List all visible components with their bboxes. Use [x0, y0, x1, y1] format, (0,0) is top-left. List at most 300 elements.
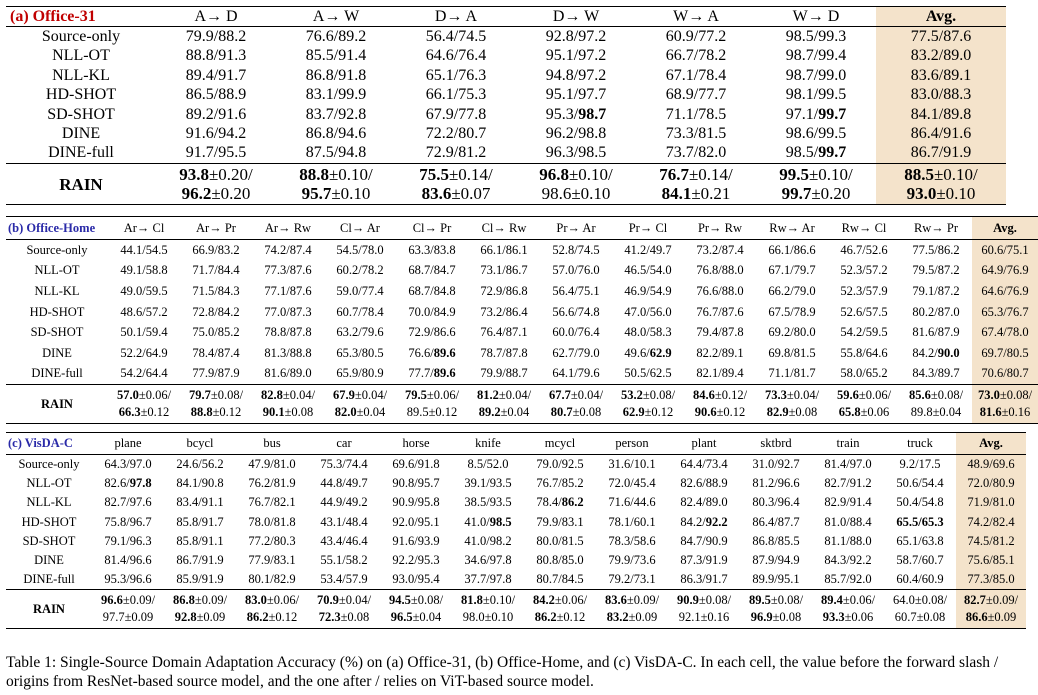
- cell-text: ±0.08/: [410, 593, 444, 608]
- cell-text: ±0.08/: [930, 388, 964, 403]
- cell-text: 48.9/69.6: [967, 457, 1015, 472]
- cell-text: 43.1/48.4: [320, 514, 368, 529]
- column-header: W→ D: [756, 7, 876, 27]
- cell-text: ±0.08/: [642, 388, 676, 403]
- cell-text: 65.9/80.9: [336, 366, 384, 381]
- result-cell: [876, 124, 1006, 143]
- result-cell: [452, 455, 524, 475]
- cell-text: ±0.08: [572, 405, 602, 420]
- cell-text: 64.6/76.9: [981, 283, 1029, 298]
- cell-text: 98.6±0.10: [541, 184, 611, 204]
- cell-text: 80.3/96.4: [752, 495, 800, 510]
- result-cell: [828, 302, 900, 323]
- rain-row: [6, 164, 1006, 205]
- rain-cell: [884, 590, 956, 629]
- result-cell: [668, 551, 740, 570]
- cell-text: 93.3: [822, 610, 845, 625]
- cell-text: 80.7/84.5: [536, 572, 584, 587]
- cell-text: 92.8/97.2: [545, 28, 607, 46]
- result-cell: [740, 532, 812, 551]
- cell-text: 85.9/91.9: [176, 572, 224, 587]
- table-row: [6, 302, 1038, 323]
- cell-text: 49.0/59.5: [120, 283, 168, 298]
- officehome-table: [6, 216, 1038, 424]
- cell-text: ±0.09: [196, 610, 226, 625]
- cell-text: 83.1/99.9: [305, 86, 367, 104]
- cell-text: 77.7/: [408, 366, 434, 381]
- cell-text: 47.9/81.0: [248, 457, 296, 472]
- cell-text: 76.2/81.9: [248, 476, 296, 491]
- cell-text: 76.7/82.1: [248, 495, 296, 510]
- cell-text: 81.4/96.6: [104, 553, 152, 568]
- cell-text: 87.5/94.8: [305, 144, 367, 162]
- result-cell: [156, 47, 276, 66]
- cell-text: ±0.09/: [194, 593, 228, 608]
- cell-text: 75.0/85.2: [192, 325, 240, 340]
- result-cell: [524, 513, 596, 532]
- result-cell: [164, 532, 236, 551]
- result-cell: [524, 493, 596, 512]
- table-row: [6, 105, 1006, 124]
- result-cell: [276, 66, 396, 85]
- result-cell: [324, 261, 396, 282]
- result-cell: [756, 281, 828, 302]
- cell-text: ±0.14/: [688, 165, 733, 185]
- cell-text: ±0.20: [811, 184, 851, 204]
- result-cell: [252, 281, 324, 302]
- cell-text: 86.2: [534, 610, 557, 625]
- cell-text: 90.9/95.8: [392, 495, 440, 510]
- cell-text: 66.9/83.2: [192, 242, 240, 257]
- cell-text: 76.6/: [408, 345, 434, 360]
- method-name: DINE: [42, 345, 72, 360]
- cell-text: ±0.04/: [354, 388, 388, 403]
- column-header: sktbrd: [740, 433, 812, 455]
- cell-text: 60.7±0.08: [894, 610, 946, 625]
- cell-text: 74.2/87.4: [264, 242, 312, 257]
- column-header: plant: [668, 433, 740, 455]
- result-cell: [596, 551, 668, 570]
- result-cell: [740, 551, 812, 570]
- result-cell: [380, 455, 452, 475]
- result-cell: [324, 302, 396, 323]
- column-header: A→ W: [276, 7, 396, 27]
- table-row: [6, 343, 1038, 364]
- cell-text: 46.9/54.9: [624, 283, 672, 298]
- cell-text: 78.8/87.8: [264, 325, 312, 340]
- cell-text: 49.1/58.8: [120, 263, 168, 278]
- cell-text: 52.8/74.5: [552, 242, 600, 257]
- result-cell: [684, 240, 756, 261]
- result-cell: [236, 474, 308, 493]
- result-cell: [516, 86, 636, 105]
- result-cell: [956, 532, 1026, 551]
- cell-text: 81.6: [979, 405, 1002, 420]
- column-header: A→ D: [156, 7, 276, 27]
- rain-cell: [92, 590, 164, 629]
- column-header: Avg.: [956, 433, 1026, 455]
- cell-text: 72.9/81.2: [425, 144, 487, 162]
- cell-text: 68.9/77.7: [665, 86, 727, 104]
- cell-text: 79.1/87.2: [912, 283, 960, 298]
- result-cell: [540, 322, 612, 343]
- column-header: Cl→ Pr: [396, 217, 468, 240]
- cell-text: 84.2: [532, 593, 555, 608]
- cell-text: ±0.08: [772, 610, 802, 625]
- result-cell: [308, 493, 380, 512]
- cell-text: 64.1/79.6: [552, 366, 600, 381]
- result-cell: [636, 144, 756, 164]
- result-cell: [540, 364, 612, 385]
- cell-text: 92.2: [705, 514, 728, 529]
- method-name: NLL-KL: [26, 495, 72, 510]
- result-cell: [468, 240, 540, 261]
- table-row: [6, 240, 1038, 261]
- result-cell: [156, 86, 276, 105]
- result-cell: [92, 551, 164, 570]
- result-cell: [900, 364, 972, 385]
- result-cell: [252, 322, 324, 343]
- cell-text: 69.8/81.5: [768, 345, 816, 360]
- cell-text: ±0.09: [628, 610, 658, 625]
- result-cell: [812, 474, 884, 493]
- result-cell: [684, 322, 756, 343]
- column-header: train: [812, 433, 884, 455]
- cell-text: 78.4/: [536, 495, 562, 510]
- result-cell: [812, 551, 884, 570]
- rain-cell: [596, 590, 668, 629]
- cell-text: 82.9: [766, 405, 789, 420]
- cell-text: 80.0/81.5: [536, 533, 584, 548]
- rain-cell: [972, 385, 1038, 424]
- result-cell: [828, 343, 900, 364]
- result-cell: [276, 124, 396, 143]
- result-cell: [396, 144, 516, 164]
- cell-text: 83.2/89.0: [910, 47, 972, 65]
- table-row: [6, 551, 1026, 570]
- cell-text: 99.7: [818, 105, 847, 123]
- result-cell: [164, 493, 236, 512]
- cell-text: 77.5/86.2: [912, 242, 960, 257]
- method-name: NLL-KL: [52, 66, 110, 84]
- result-cell: [812, 513, 884, 532]
- method-name: SD-SHOT: [30, 325, 84, 340]
- result-cell: [812, 493, 884, 512]
- cell-text: 37.7/97.8: [464, 572, 512, 587]
- cell-text: 89.6: [433, 366, 456, 381]
- cell-text: 86.4/87.7: [752, 514, 800, 529]
- cell-text: 70.9: [316, 593, 339, 608]
- table-row: [6, 532, 1026, 551]
- cell-text: 97.1/: [785, 105, 819, 123]
- cell-text: 68.7/84.8: [408, 283, 456, 298]
- result-cell: [596, 570, 668, 590]
- cell-text: 73.3/81.5: [665, 125, 727, 143]
- cell-text: 75.3/74.4: [320, 457, 368, 472]
- cell-text: 72.8/84.2: [192, 304, 240, 319]
- result-cell: [396, 281, 468, 302]
- result-cell: [396, 322, 468, 343]
- result-cell: [740, 513, 812, 532]
- result-cell: [972, 281, 1038, 302]
- cell-text: ±0.09: [987, 610, 1017, 625]
- cell-text: 86.8: [172, 593, 195, 608]
- result-cell: [900, 281, 972, 302]
- result-cell: [308, 474, 380, 493]
- cell-text: 98.5/99.3: [785, 28, 847, 46]
- cell-text: 52.2/64.9: [120, 345, 168, 360]
- result-cell: [900, 343, 972, 364]
- column-header: mcycl: [524, 433, 596, 455]
- cell-text: 59.0/77.4: [336, 283, 384, 298]
- rain-cell: [156, 164, 276, 205]
- result-cell: [180, 261, 252, 282]
- cell-text: ±0.14/: [448, 165, 493, 185]
- result-cell: [756, 302, 828, 323]
- method-name: RAIN: [6, 385, 108, 424]
- result-cell: [396, 66, 516, 85]
- result-cell: [324, 343, 396, 364]
- cell-text: 82.7: [963, 593, 986, 608]
- cell-text: 94.5: [388, 593, 411, 608]
- result-cell: [180, 322, 252, 343]
- cell-text: 89.9/95.1: [752, 572, 800, 587]
- result-cell: [956, 513, 1026, 532]
- cell-text: 88.8: [299, 165, 329, 185]
- result-cell: [540, 281, 612, 302]
- cell-text: 67.5/78.9: [768, 304, 816, 319]
- cell-text: 98.5/: [785, 144, 819, 162]
- cell-text: 60.2/78.2: [336, 263, 384, 278]
- cell-text: 96.5: [390, 610, 413, 625]
- result-cell: [180, 281, 252, 302]
- rain-cell: [452, 590, 524, 629]
- section-title: (c) VisDA-C: [6, 433, 92, 455]
- cell-text: 57.0/76.0: [552, 263, 600, 278]
- cell-text: ±0.09/: [626, 593, 660, 608]
- result-cell: [236, 493, 308, 512]
- cell-text: 81.0/88.4: [824, 514, 872, 529]
- cell-text: 96.3/98.5: [545, 144, 607, 162]
- cell-text: 56.4/74.5: [425, 28, 487, 46]
- result-cell: [596, 455, 668, 475]
- result-cell: [92, 570, 164, 590]
- result-cell: [180, 343, 252, 364]
- cell-text: 76.7: [659, 165, 689, 185]
- cell-text: 82.1/89.4: [696, 366, 744, 381]
- cell-text: 65.5/65.3: [896, 514, 944, 529]
- table-row: [6, 124, 1006, 143]
- result-cell: [180, 302, 252, 323]
- cell-text: ±0.10: [936, 184, 976, 204]
- cell-text: 59.6: [836, 388, 859, 403]
- cell-text: ±0.06/: [266, 593, 300, 608]
- cell-text: 84.1/90.8: [176, 476, 224, 491]
- result-cell: [468, 261, 540, 282]
- rain-cell: [684, 385, 756, 424]
- cell-text: 77.5/87.6: [910, 28, 972, 46]
- rain-cell: [380, 590, 452, 629]
- result-cell: [156, 27, 276, 47]
- result-cell: [756, 66, 876, 85]
- result-cell: [276, 105, 396, 124]
- result-cell: [252, 261, 324, 282]
- cell-text: 43.4/46.4: [320, 533, 368, 548]
- result-cell: [516, 144, 636, 164]
- cell-text: 82.8: [260, 388, 283, 403]
- result-cell: [236, 455, 308, 475]
- cell-text: 96.6: [100, 593, 123, 608]
- cell-text: ±0.04: [356, 405, 386, 420]
- result-cell: [164, 455, 236, 475]
- column-header: car: [308, 433, 380, 455]
- result-cell: [252, 240, 324, 261]
- method-name: HD-SHOT: [29, 304, 85, 319]
- cell-text: 83.6: [421, 184, 452, 204]
- cell-text: 84.3/92.2: [824, 553, 872, 568]
- cell-text: 89.4: [820, 593, 843, 608]
- result-cell: [468, 343, 540, 364]
- result-cell: [156, 105, 276, 124]
- result-cell: [956, 474, 1026, 493]
- result-cell: [636, 47, 756, 66]
- cell-text: 98.7/99.0: [785, 66, 847, 84]
- cell-text: 81.2/96.6: [752, 476, 800, 491]
- method-name: Source-only: [26, 242, 88, 257]
- result-cell: [108, 322, 180, 343]
- cell-text: 95.1/97.2: [545, 47, 607, 65]
- result-cell: [380, 513, 452, 532]
- cell-text: 67.7: [548, 388, 571, 403]
- cell-text: 78.1/60.1: [608, 514, 656, 529]
- cell-text: 57.0: [116, 388, 139, 403]
- cell-text: 90.9: [676, 593, 699, 608]
- result-cell: [956, 493, 1026, 512]
- cell-text: 73.2/86.4: [480, 304, 528, 319]
- cell-text: ±0.20/: [208, 165, 253, 185]
- result-cell: [324, 364, 396, 385]
- result-cell: [740, 455, 812, 475]
- cell-text: 44.1/54.5: [120, 242, 168, 257]
- result-cell: [668, 513, 740, 532]
- cell-text: 79.5/87.2: [912, 263, 960, 278]
- result-cell: [636, 105, 756, 124]
- cell-text: 84.6: [692, 388, 715, 403]
- result-cell: [308, 532, 380, 551]
- cell-text: 64.4/73.4: [680, 457, 728, 472]
- cell-text: ±0.04: [500, 405, 530, 420]
- cell-text: 77.9/87.9: [192, 366, 240, 381]
- cell-text: 96.9: [750, 610, 773, 625]
- cell-text: 50.4/54.8: [896, 495, 944, 510]
- cell-text: 84.1/89.8: [910, 105, 972, 123]
- result-cell: [308, 513, 380, 532]
- result-cell: [876, 144, 1006, 164]
- result-cell: [380, 532, 452, 551]
- cell-text: ±0.08: [340, 610, 370, 625]
- result-cell: [524, 455, 596, 475]
- cell-text: 75.5: [419, 165, 449, 185]
- visda-table: [6, 432, 1026, 629]
- cell-text: 86.2: [246, 610, 269, 625]
- cell-text: 62.9: [649, 345, 672, 360]
- table-row: [6, 144, 1006, 164]
- result-cell: [756, 124, 876, 143]
- header-row: [6, 7, 1006, 27]
- cell-text: 79.9/88.7: [480, 366, 528, 381]
- result-cell: [108, 364, 180, 385]
- column-header: D→ W: [516, 7, 636, 27]
- result-cell: [812, 532, 884, 551]
- result-cell: [452, 532, 524, 551]
- table-row: [6, 47, 1006, 66]
- rain-cell: [524, 590, 596, 629]
- cell-text: ±0.12: [556, 610, 586, 625]
- result-cell: [396, 302, 468, 323]
- cell-text: 83.6/89.1: [910, 66, 972, 84]
- cell-text: 76.7/87.6: [696, 304, 744, 319]
- cell-text: 62.7/79.0: [552, 345, 600, 360]
- rain-cell: [756, 385, 828, 424]
- column-header: Pr→ Ar: [540, 217, 612, 240]
- cell-text: 76.4/87.1: [480, 325, 528, 340]
- cell-text: 84.3/89.7: [912, 366, 960, 381]
- table-row: [6, 513, 1026, 532]
- cell-text: 71.9/81.0: [967, 495, 1015, 510]
- cell-text: 98.6/99.5: [785, 125, 847, 143]
- cell-text: 99.5: [779, 165, 809, 185]
- cell-text: ±0.07: [451, 184, 491, 204]
- cell-text: 67.1/78.4: [665, 66, 727, 84]
- cell-text: ±0.09/: [122, 593, 156, 608]
- cell-text: 92.0/95.1: [392, 514, 440, 529]
- result-cell: [468, 322, 540, 343]
- cell-text: 95.1/97.7: [545, 86, 607, 104]
- cell-text: 69.2/80.0: [768, 325, 816, 340]
- cell-text: 86.8/85.5: [752, 533, 800, 548]
- cell-text: 83.2: [606, 610, 629, 625]
- rain-cell: [812, 590, 884, 629]
- rain-cell: [956, 590, 1026, 629]
- cell-text: 66.7/78.2: [665, 47, 727, 65]
- result-cell: [684, 343, 756, 364]
- cell-text: 72.2/80.7: [425, 125, 487, 143]
- result-cell: [540, 343, 612, 364]
- result-cell: [756, 364, 828, 385]
- cell-text: 80.8/85.0: [536, 553, 584, 568]
- result-cell: [828, 364, 900, 385]
- cell-text: 97.7±0.09: [102, 610, 154, 625]
- cell-text: 97.8: [129, 476, 152, 491]
- result-cell: [396, 240, 468, 261]
- column-header: Avg.: [876, 7, 1006, 27]
- cell-text: 72.9/86.8: [480, 283, 528, 298]
- column-header: Cl→ Rw: [468, 217, 540, 240]
- method-name: RAIN: [6, 164, 156, 205]
- cell-text: 88.8/91.3: [185, 47, 247, 65]
- method-name: Source-only: [41, 28, 121, 46]
- result-cell: [884, 551, 956, 570]
- cell-text: 78.7/87.8: [480, 345, 528, 360]
- result-cell: [236, 513, 308, 532]
- result-cell: [756, 144, 876, 164]
- cell-text: ±0.20: [211, 184, 251, 204]
- cell-text: 55.1/58.2: [320, 553, 368, 568]
- result-cell: [236, 532, 308, 551]
- column-header: bus: [236, 433, 308, 455]
- cell-text: 75.6/85.1: [967, 553, 1015, 568]
- result-cell: [684, 261, 756, 282]
